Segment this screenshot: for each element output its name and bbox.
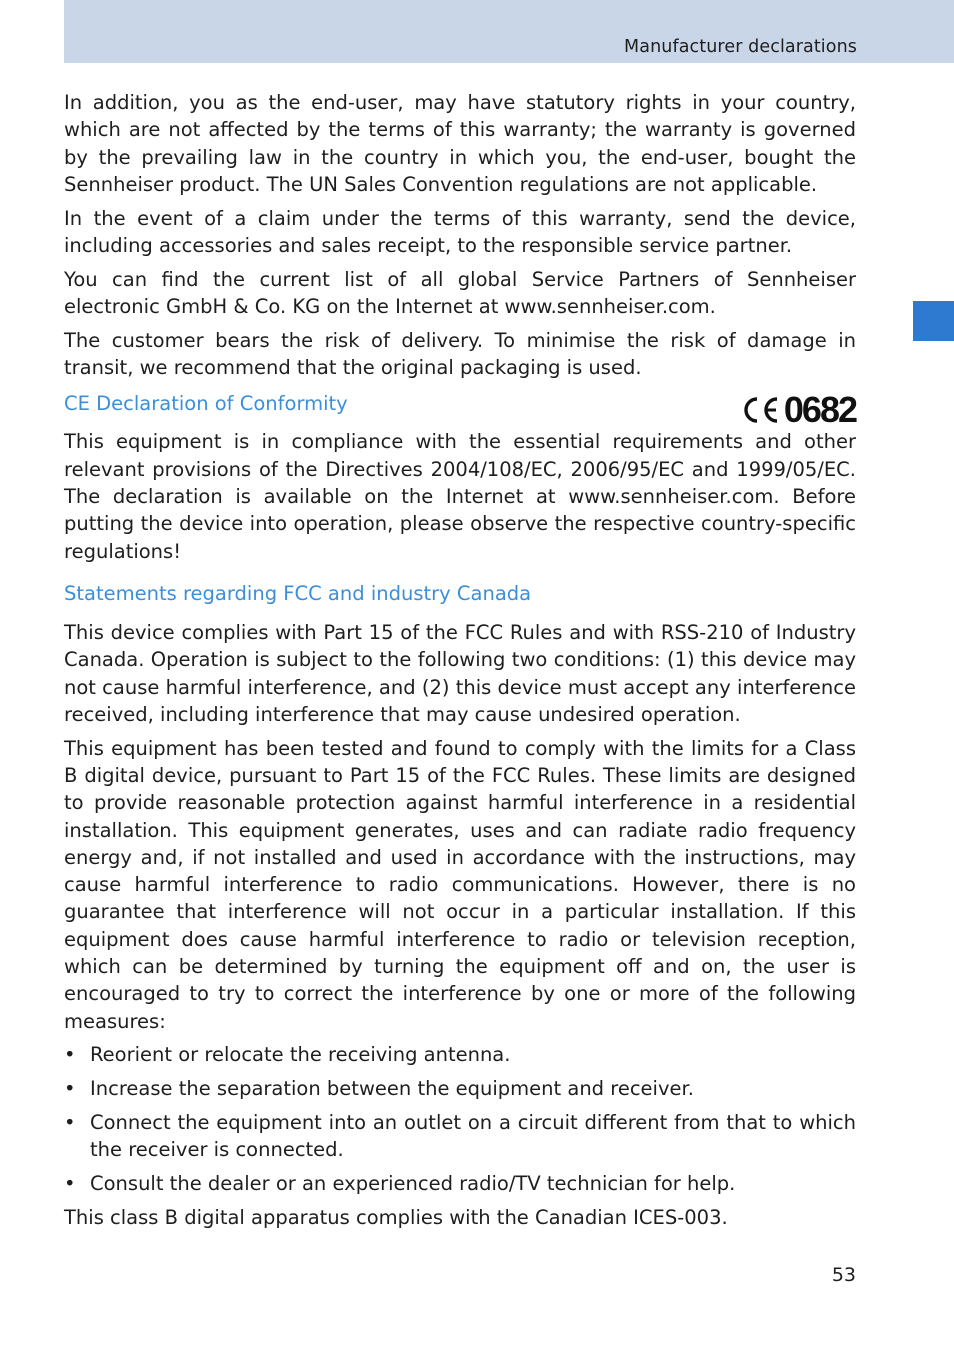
section-title: Manufacturer declarations [624,37,857,57]
list-item [64,1170,856,1197]
fcc-paragraph: This device complies with Part 15 of the FCC Rules and with RSS-210 of Industry Canada. Operation is subject to the following two conditions: (1) this device may not cause harmful interference, and (2) this device must accept any interference received, including interference that may cause undesired operation. [64,620,856,726]
warranty-paragraph: In addition, you as the end-user, may have statutory rights in your country, which are not affected by the terms of this warranty; the warranty is governed by the prevailing law in the country in which you, the end-user, bought the Sennheiser product. The UN Sales Convention regulations are not applicable. [64,91,856,196]
bullet-icon: • [64,1043,76,1067]
warranty-paragraph: In the event of a claim under the terms of this warranty, send the device, including accessories and sales receipt, to the responsible service partner. [64,206,856,257]
warranty-paragraph: The customer bears the risk of delivery. To minimise the risk of damage in transit, we recommend that the original packaging is used. [64,328,856,380]
list-item-text: Consult the dealer or an experienced radio/TV technician for help. [90,1172,736,1196]
ices-compliance-text: This class B digital apparatus complies with the Canadian ICES-003. [64,1205,728,1229]
bullet-icon: • [64,1111,76,1134]
list-item-text: Increase the separation between the equipment and receiver. [90,1077,694,1101]
bullet-icon: • [64,1077,76,1101]
ce-notified-body-number: 0682 [783,389,856,431]
ce-mark [740,391,856,429]
list-item [64,1109,856,1164]
bullet-icon: • [64,1172,76,1196]
ce-declaration-heading: CE Declaration of Conformity [64,392,348,416]
ce-heading-row [64,389,856,431]
fcc-paragraph: This equipment has been tested and found to comply with the limits for a Class B digital device, pursuant to Part 15 of the FCC Rules. These limits are designed to provide reasonable protection against harmful interference in a residential installation. This equipment generates, uses and can radiate radio frequency energy and, if not installed and used in accordance with the instructions, may cause harmful interference to radio communications. However, there is no guarantee that interference will not occur in a particular installation. If this equipment does cause harmful interference to radio or television reception, which can be determined by turning the equipment off and on, the user is encouraged to try to correct the interference by one or more of the following measures: [64,736,856,1033]
ce-logo-icon [740,395,780,425]
list-item [64,1041,856,1068]
fcc-heading: Statements regarding FCC and industry Canada [64,581,532,605]
chapter-tab-marker [913,301,954,341]
ce-declaration-text: This equipment is in compliance with the essential requirements and other relevant provisions of the Directives 2004/108/EC, 2006/95/EC and 1999/05/EC. The declaration is available on the Internet at www.sennheiser.com. Before putting the device into operation, please observe the respective country-specific regulations! [64,430,856,563]
list-item [64,1075,856,1102]
page-number: 53 [831,1264,856,1286]
fcc-measures-list [64,1041,856,1197]
warranty-paragraph: You can find the current list of all global Service Partners of Sennheiser electronic GmbH & Co. KG on the Internet at www.sennheiser.com. [64,267,856,319]
list-item-text: Reorient or relocate the receiving antenna. [90,1043,511,1067]
page-content [64,89,856,1238]
list-item-text: Connect the equipment into an outlet on a circuit different from that to which the receiver is connected. [90,1111,856,1162]
